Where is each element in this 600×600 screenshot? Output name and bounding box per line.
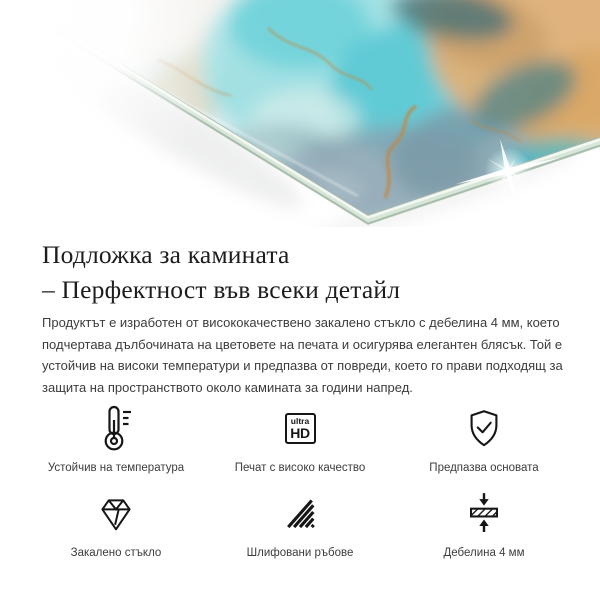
feature-base-protection [392,404,576,475]
thickness-icon [465,491,503,535]
product-description: Продуктът е изработен от висококачествено закалено стъкло с дебелина 4 мм, което подчертава дълбочината на цветовете на печата и осигурява елегантен блясък. Той е устойчив на високи температури и предпазва от повреди, което го прави подходящ за защита на пространството около камината за години напред. [42,315,563,395]
glass-panel [0,0,600,227]
hero-image [0,0,600,227]
title-line-1: Подложка за камината [42,240,290,269]
feature-polished-edges [208,489,392,560]
feature-label: Шлифовани ръбове [246,547,354,559]
feature-label: Дебелина 4 мм [443,547,525,559]
feature-label: Печат с високо качество [234,462,366,474]
corner-fade [0,0,237,227]
feature-label: Предпазва основата [429,462,539,474]
feature-label: Устойчив на температура [47,462,185,474]
title-line-2: – Перфектност във всеки детайл [42,275,401,304]
polished-edges-icon [282,495,318,531]
feature-thickness [392,489,576,560]
ultra-hd-icon: ultra HD [285,413,316,444]
feature-tempered-glass [24,489,208,560]
features-grid [0,404,600,560]
feature-print-quality [208,404,392,475]
diamond-icon [96,494,136,532]
page-title [0,237,600,307]
feature-temperature [24,404,208,475]
shield-check-icon [463,406,505,450]
thermometer-icon [94,404,138,452]
feature-label: Закалено стъкло [70,547,162,559]
